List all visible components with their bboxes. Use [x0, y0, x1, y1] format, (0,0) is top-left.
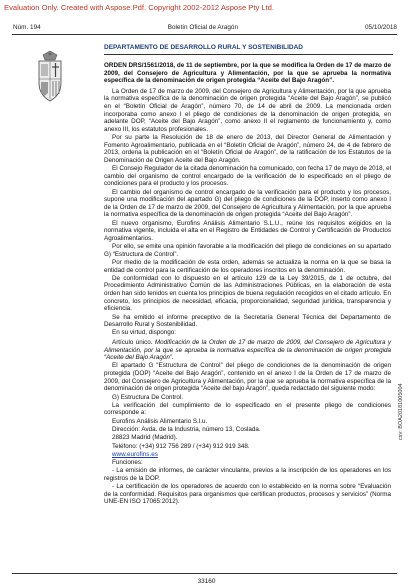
- paragraph: De conformidad con lo dispuesto en el artículo 129 de la Ley 39/2015, de 1 de octubre, del Procedimiento Administrativo Común de las Administraciones Públicas, en la elaboración de esta orden han sido tenidos en cuenta los principios de buena regulación recogidos en el citado artículo. En concreto, los principios de necesidad, eficacia, proporcionalidad, seguridad jurídica, transparencia y eficiencia.: [104, 274, 391, 313]
- article-lead: Artículo único.: [112, 338, 153, 346]
- article-body: El apartado G “Estructura de Control” del pliego de condiciones de la denominación de origen protegida (DOP) “Aceite del Bajo Aragón”, contenido en el anexo I de la Orden de 17 de marzo de 2009, del Consejero de Agricultura y Alimentación, por la que se aprueba la normativa específica de la denominación de origen protegida “Aceite del bajo Aragón”, queda redactado del siguiente modo:: [104, 362, 391, 393]
- company-address: Dirección: Avda. de la Industria, número 13, Coslada.: [112, 425, 261, 433]
- function-item: - La certificación de los operadores de acuerdo con lo establecido en la norma sobre “Evaluación de la conformidad. Requisitos para organismos que certifican productos, procesos y servicios” (Norma UNE-EN ISO 17065:2012).: [104, 483, 391, 506]
- paragraph: El cambio del organismo de control encargado de la verificación para el producto y los procesos, supone una modificación del apartado G) del pliego de condiciones de la DOP, inserto como anexo I de la Orden de 17 de marzo de 2009, del Consejero de Agricultura y Alimentación, por la que aprueba la normativa específica de la denominación de origen protegida “Aceite del Bajo Aragón”.: [104, 188, 391, 219]
- department-rule: [104, 54, 393, 55]
- paragraph: El Consejo Regulador de la citada denominación ha comunicado, con fecha 17 de mayo de 2018, el cambio del organismo de control encargado de la verificación de lo especificado en el pliego de condiciones para el producto y los procesos.: [104, 165, 391, 188]
- verification-text: La verificación del cumplimiento de lo especificado en el presente pliego de condiciones corresponde a:: [104, 401, 391, 417]
- header-rule: [12, 34, 397, 35]
- page-header: [13, 24, 397, 31]
- functions-label: Funciones:: [112, 459, 143, 467]
- footer-rule: [12, 573, 397, 574]
- aragon-coat-of-arms-icon: [34, 51, 66, 103]
- csv-verification-code: csv: BOA20181005004: [398, 383, 404, 440]
- bulletin-title: Boletín Oficial de Aragón: [167, 24, 239, 31]
- article-title: Modificación de la Orden de 17 de marzo de 2009, del Consejero de Agricultura y Alimentación, por la que se aprueba la normativa específica de la denominación de origen protegida “Aceite del Bajo Aragón”.: [104, 338, 391, 362]
- paragraph: Por medio de la modificación de esta orden, además se actualiza la norma en la que se basa la entidad de control para la certificación de los operadores inscritos en la denominación.: [104, 258, 391, 274]
- bulletin-date: 05/10/2018: [365, 24, 397, 31]
- order-title: ORDEN DRS/1561/2018, de 11 de septiembre, por la que se modifica la Orden de 17 de marzo de 2009, del Consejero de Agricultura y Alimentación, por la que se aprueba la normativa específica de la denominación de origen protegida “Aceite del Bajo Aragón”.: [104, 62, 391, 85]
- article-heading: [104, 339, 391, 362]
- department-heading: DEPARTAMENTO DE DESARROLLO RURAL Y SOSTENIBILIDAD: [104, 44, 303, 51]
- company-phone: Teléfono: (+34) 912 756 289 / (+34) 912 919 348.: [112, 442, 250, 450]
- paragraph: El nuevo organismo, Eurofins Análisis Alimentario S.L.U., reúne los requisitos exigidos en la normativa vigente, incluida el alta en el Registro de Entidades de Control y Certificación de Productos Agroalimentarios.: [104, 219, 391, 242]
- paragraph: En su virtud, dispongo:: [112, 329, 177, 337]
- control-section: G) Estructura De Control.: [112, 393, 184, 401]
- page-number: 33160: [197, 578, 216, 585]
- paragraph: Por su parte la Resolución de 18 de enero de 2013, del Director General de Alimentación y Fomento Agroalimentario, publicada en el “Boletín Oficial de Aragón”, número 24, de 4 de febrero de 2013, ordena la publicación en el “Boletín Oficial de Aragón”, de la ratificación de los Estatutos de la Denominación de Origen Aceite del Bajo Aragón.: [104, 134, 391, 164]
- paragraph: La Orden de 17 de marzo de 2009, del Consejero de Agricultura y Alimentación, por la que aprueba la normativa específica de la denominación de origen protegida “Aceite del Bajo Aragón”, se publicó en el “Boletín Oficial de Aragón”, número 70, de 14 de abril de 2009. La mencionada orden incorporaba como anexo I el pliego de condiciones de la denominación de origen protegida, en adelante DOP, “Aceite del Bajo Aragón”, como anexo II el reglamento de funcionamiento y, como anexo III, los estatutos profesionales.: [104, 87, 391, 133]
- bulletin-number: Núm. 194: [13, 24, 41, 31]
- paragraph: Se ha emitido el informe preceptivo de la Secretaría General Técnica del Departamento de Desarrollo Rural y Sostenibilidad.: [104, 313, 391, 329]
- company-city: 28823 Madrid (Madrid).: [112, 434, 178, 442]
- paragraph: Por ello, se emite una opinión favorable a la modificación del pliego de condiciones en su apartado G) “Estructura de Control”.: [104, 243, 391, 258]
- company-website-link[interactable]: www.eurofins.es: [112, 450, 158, 458]
- evaluation-watermark: Evaluation Only. Created with Aspose.Pdf. Copyright 2002-2012 Aspose Pty Ltd.: [4, 3, 275, 12]
- document-body: [104, 62, 391, 507]
- function-item: - La emisión de informes, de carácter vinculante, previos a la inscripción de los operadores en los registros de la DOP.: [104, 467, 391, 482]
- company-name: Eurofins Análisis Alimentario S.l.u.: [112, 417, 208, 425]
